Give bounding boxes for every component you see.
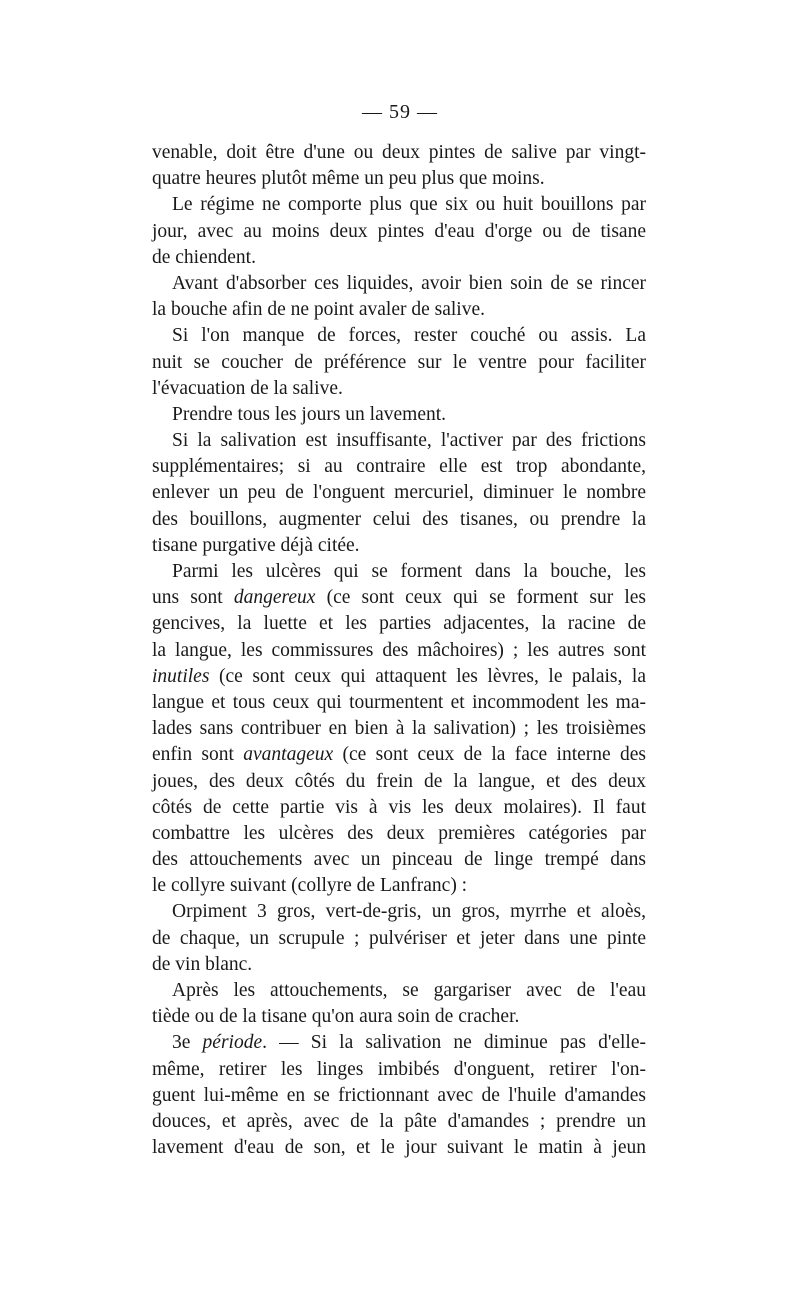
text-segment: 3e [172,1032,203,1054]
text-line: Parmi les ulcères qui se forment dans la bouche, les [172,561,646,582]
text-line: l'évacuation de la salive. [152,377,343,399]
text-line: guent lui-même en se frictionnant avec de l'huile d'amandes [152,1084,646,1106]
italic-term: avantageux [243,744,334,766]
text-line: Prendre tous les jours un lavement. [172,403,447,425]
body-text [152,140,646,1161]
text-line: tiède ou de la tisane qu'on aura soin de cracher. [152,1006,520,1028]
text-line [152,664,646,690]
text-line: lades sans contribuer en bien à la salivation) ; les troisièmes [152,718,646,740]
text-line: de chiendent. [152,246,256,268]
text-line: de chaque, un scrupule ; pulvériser et jeter dans une pinte [152,927,646,949]
text-line: Le régime ne comporte plus que six ou huit bouillons par [172,194,646,216]
text-line: quatre heures plutôt même un peu plus que moins. [152,168,545,190]
text-segment: (ce sont ceux qui attaquent les lèvres, le palais, la [209,665,646,687]
italic-term: période [202,1032,263,1054]
text-line: Orpiment 3 gros, vert-de-gris, un gros, myrrhe et aloès, [172,901,646,923]
text-line: combattre les ulcères des deux premières catégories par [152,822,646,844]
text-line: Si l'on manque de forces, rester couché ou assis. La [172,325,646,347]
text-line: nuit se coucher de préférence sur le ventre pour faciliter [152,351,646,373]
text-line: Avant d'absorber ces liquides, avoir bien soin de se rincer [172,272,646,294]
text-line: la bouche afin de ne point avaler de salive. [152,299,485,321]
text-line: jour, avec au moins deux pintes d'eau d'orge ou de tisane [152,220,646,242]
text-line: Après les attouchements, se gargariser avec de l'eau [172,980,646,1001]
text-line: lavement d'eau de son, et le jour suivant le matin à jeun [152,1137,646,1159]
text-segment: (ce sont ceux de la face interne des [333,744,646,766]
text-line: langue et tous ceux qui tourmentent et incommodent les ma- [152,691,646,713]
text-line: des bouillons, augmenter celui des tisanes, ou prendre la [152,508,646,530]
text-line: tisane purgative déjà citée. [152,534,360,556]
text-line: la langue, les commissures des mâchoires) ; les autres sont [152,639,646,661]
text-line: enlever un peu de l'onguent mercuriel, diminuer le nombre [152,482,646,504]
text-line: le collyre suivant (collyre de Lanfranc) : [152,875,468,897]
text-segment: (ce sont ceux qui se forment sur les [315,587,646,609]
text-line: des attouchements avec un pinceau de linge trempé dans [152,849,646,871]
text-line: côtés de cette partie vis à vis les deux molaires). Il faut [152,796,646,818]
text-segment: enfin sont [152,744,244,766]
text-line [152,585,646,611]
text-line: venable, doit être d'une ou deux pintes de salive par vingt- [152,142,646,163]
page-number: — 59 — [362,101,438,123]
text-line [152,1030,646,1056]
text-line: gencives, la luette et les parties adjacentes, la racine de [152,613,646,635]
text-segment: uns sont [152,587,234,609]
text-line: douces, et après, avec de la pâte d'amandes ; prendre un [152,1110,646,1132]
italic-term: inutiles [152,665,210,687]
text-line: de vin blanc. [152,953,253,975]
italic-term: dangereux [233,587,316,609]
text-line: supplémentaires; si au contraire elle est trop abondante, [152,456,646,478]
text-line [152,742,646,768]
text-line: même, retirer les linges imbibés d'onguent, retirer l'on- [152,1058,646,1080]
text-segment: . — Si la salivation ne diminue pas d'elle- [262,1032,646,1054]
text-line: Si la salivation est insuffisante, l'activer par des frictions [172,430,646,452]
text-line: joues, des deux côtés du frein de la langue, et des deux [152,770,646,792]
